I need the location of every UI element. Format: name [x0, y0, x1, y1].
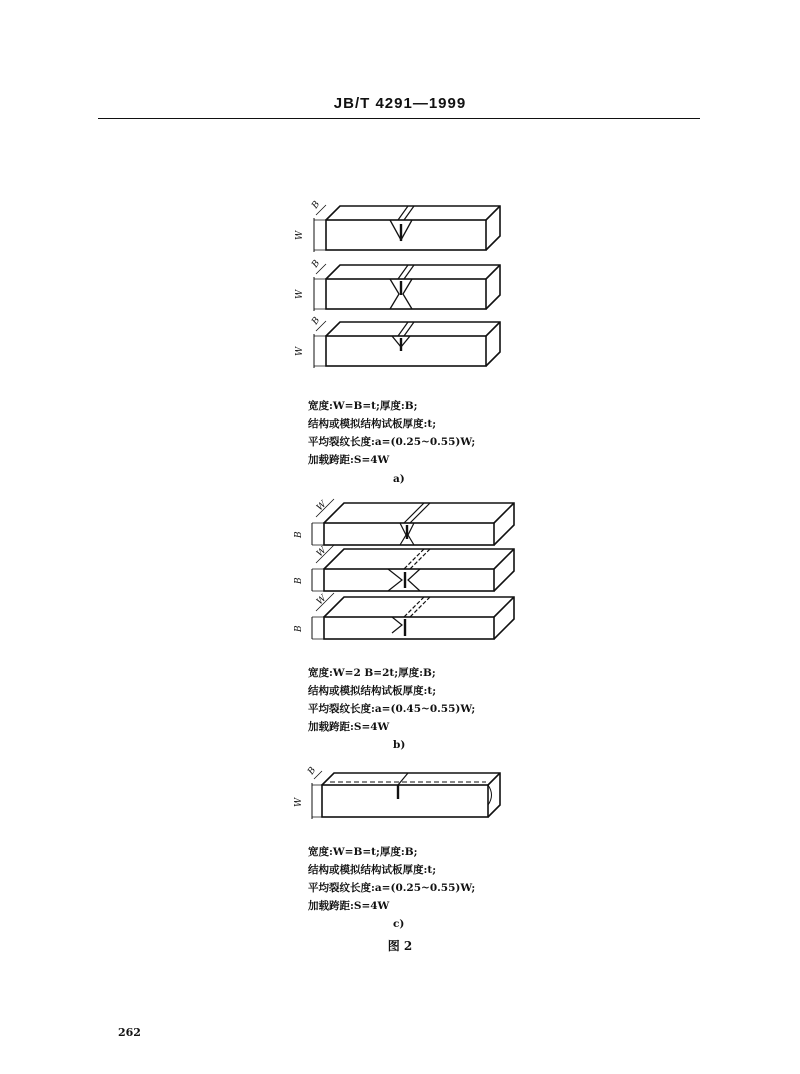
caption-b-line-4: 加载跨距:S=4W [308, 721, 390, 733]
label-b-a1: B [310, 199, 323, 211]
label-b-b3: B [294, 625, 304, 632]
caption-b [308, 664, 475, 736]
specimen-b2 [312, 545, 514, 591]
specimen-a1 [314, 205, 500, 252]
figure-panel-b [288, 495, 520, 645]
caption-a [308, 397, 475, 469]
specimen-b1 [312, 499, 514, 545]
panel-label-a: a) [393, 473, 405, 485]
figure-panel-a [290, 195, 520, 375]
label-w-b3: W [315, 593, 329, 608]
caption-b-line-3: 平均裂纹长度:a=(0.45~0.55)W; [308, 703, 476, 715]
label-w-a2: W [295, 289, 305, 299]
document-header-title: JB/T 4291—1999 [333, 95, 467, 112]
caption-a-line-4: 加载跨距:S=4W [308, 454, 390, 466]
specimen-b3 [312, 593, 514, 639]
label-b-a3: B [310, 315, 323, 327]
panel-label-c: c) [393, 918, 405, 930]
caption-a-line-2: 结构或模拟结构试板厚度:t; [308, 418, 437, 430]
caption-c-line-1: 宽度:W=B=t;厚度:B; [308, 846, 418, 858]
label-w-b1: W [315, 499, 329, 514]
caption-c [308, 843, 475, 915]
specimen-c1 [312, 771, 500, 819]
specimen-a3 [314, 321, 500, 368]
label-b-a2: B [310, 258, 323, 270]
label-w-a3: W [295, 346, 305, 356]
label-b-b1: B [294, 531, 304, 538]
header-rule [98, 118, 700, 119]
figure-panel-c [290, 765, 510, 825]
figure-title: 图 2 [387, 939, 413, 953]
label-b-b2: B [294, 577, 304, 584]
label-w-a1: W [295, 230, 305, 240]
specimen-a2 [314, 264, 500, 311]
caption-b-line-1: 宽度:W=2 B=2t;厚度:B; [308, 667, 436, 679]
label-b-c1: B [306, 765, 319, 777]
caption-b-line-2: 结构或模拟结构试板厚度:t; [308, 685, 437, 697]
panel-label-b: b) [393, 739, 406, 751]
caption-c-line-2: 结构或模拟结构试板厚度:t; [308, 864, 437, 876]
caption-a-line-1: 宽度:W=B=t;厚度:B; [308, 400, 418, 412]
label-w-b2: W [315, 545, 329, 560]
page-number: 262 [118, 1026, 141, 1039]
caption-c-line-3: 平均裂纹长度:a=(0.25~0.55)W; [308, 882, 476, 894]
label-w-c1: W [294, 797, 304, 807]
caption-c-line-4: 加载跨距:S=4W [308, 900, 390, 912]
caption-a-line-3: 平均裂纹长度:a=(0.25~0.55)W; [308, 436, 476, 448]
